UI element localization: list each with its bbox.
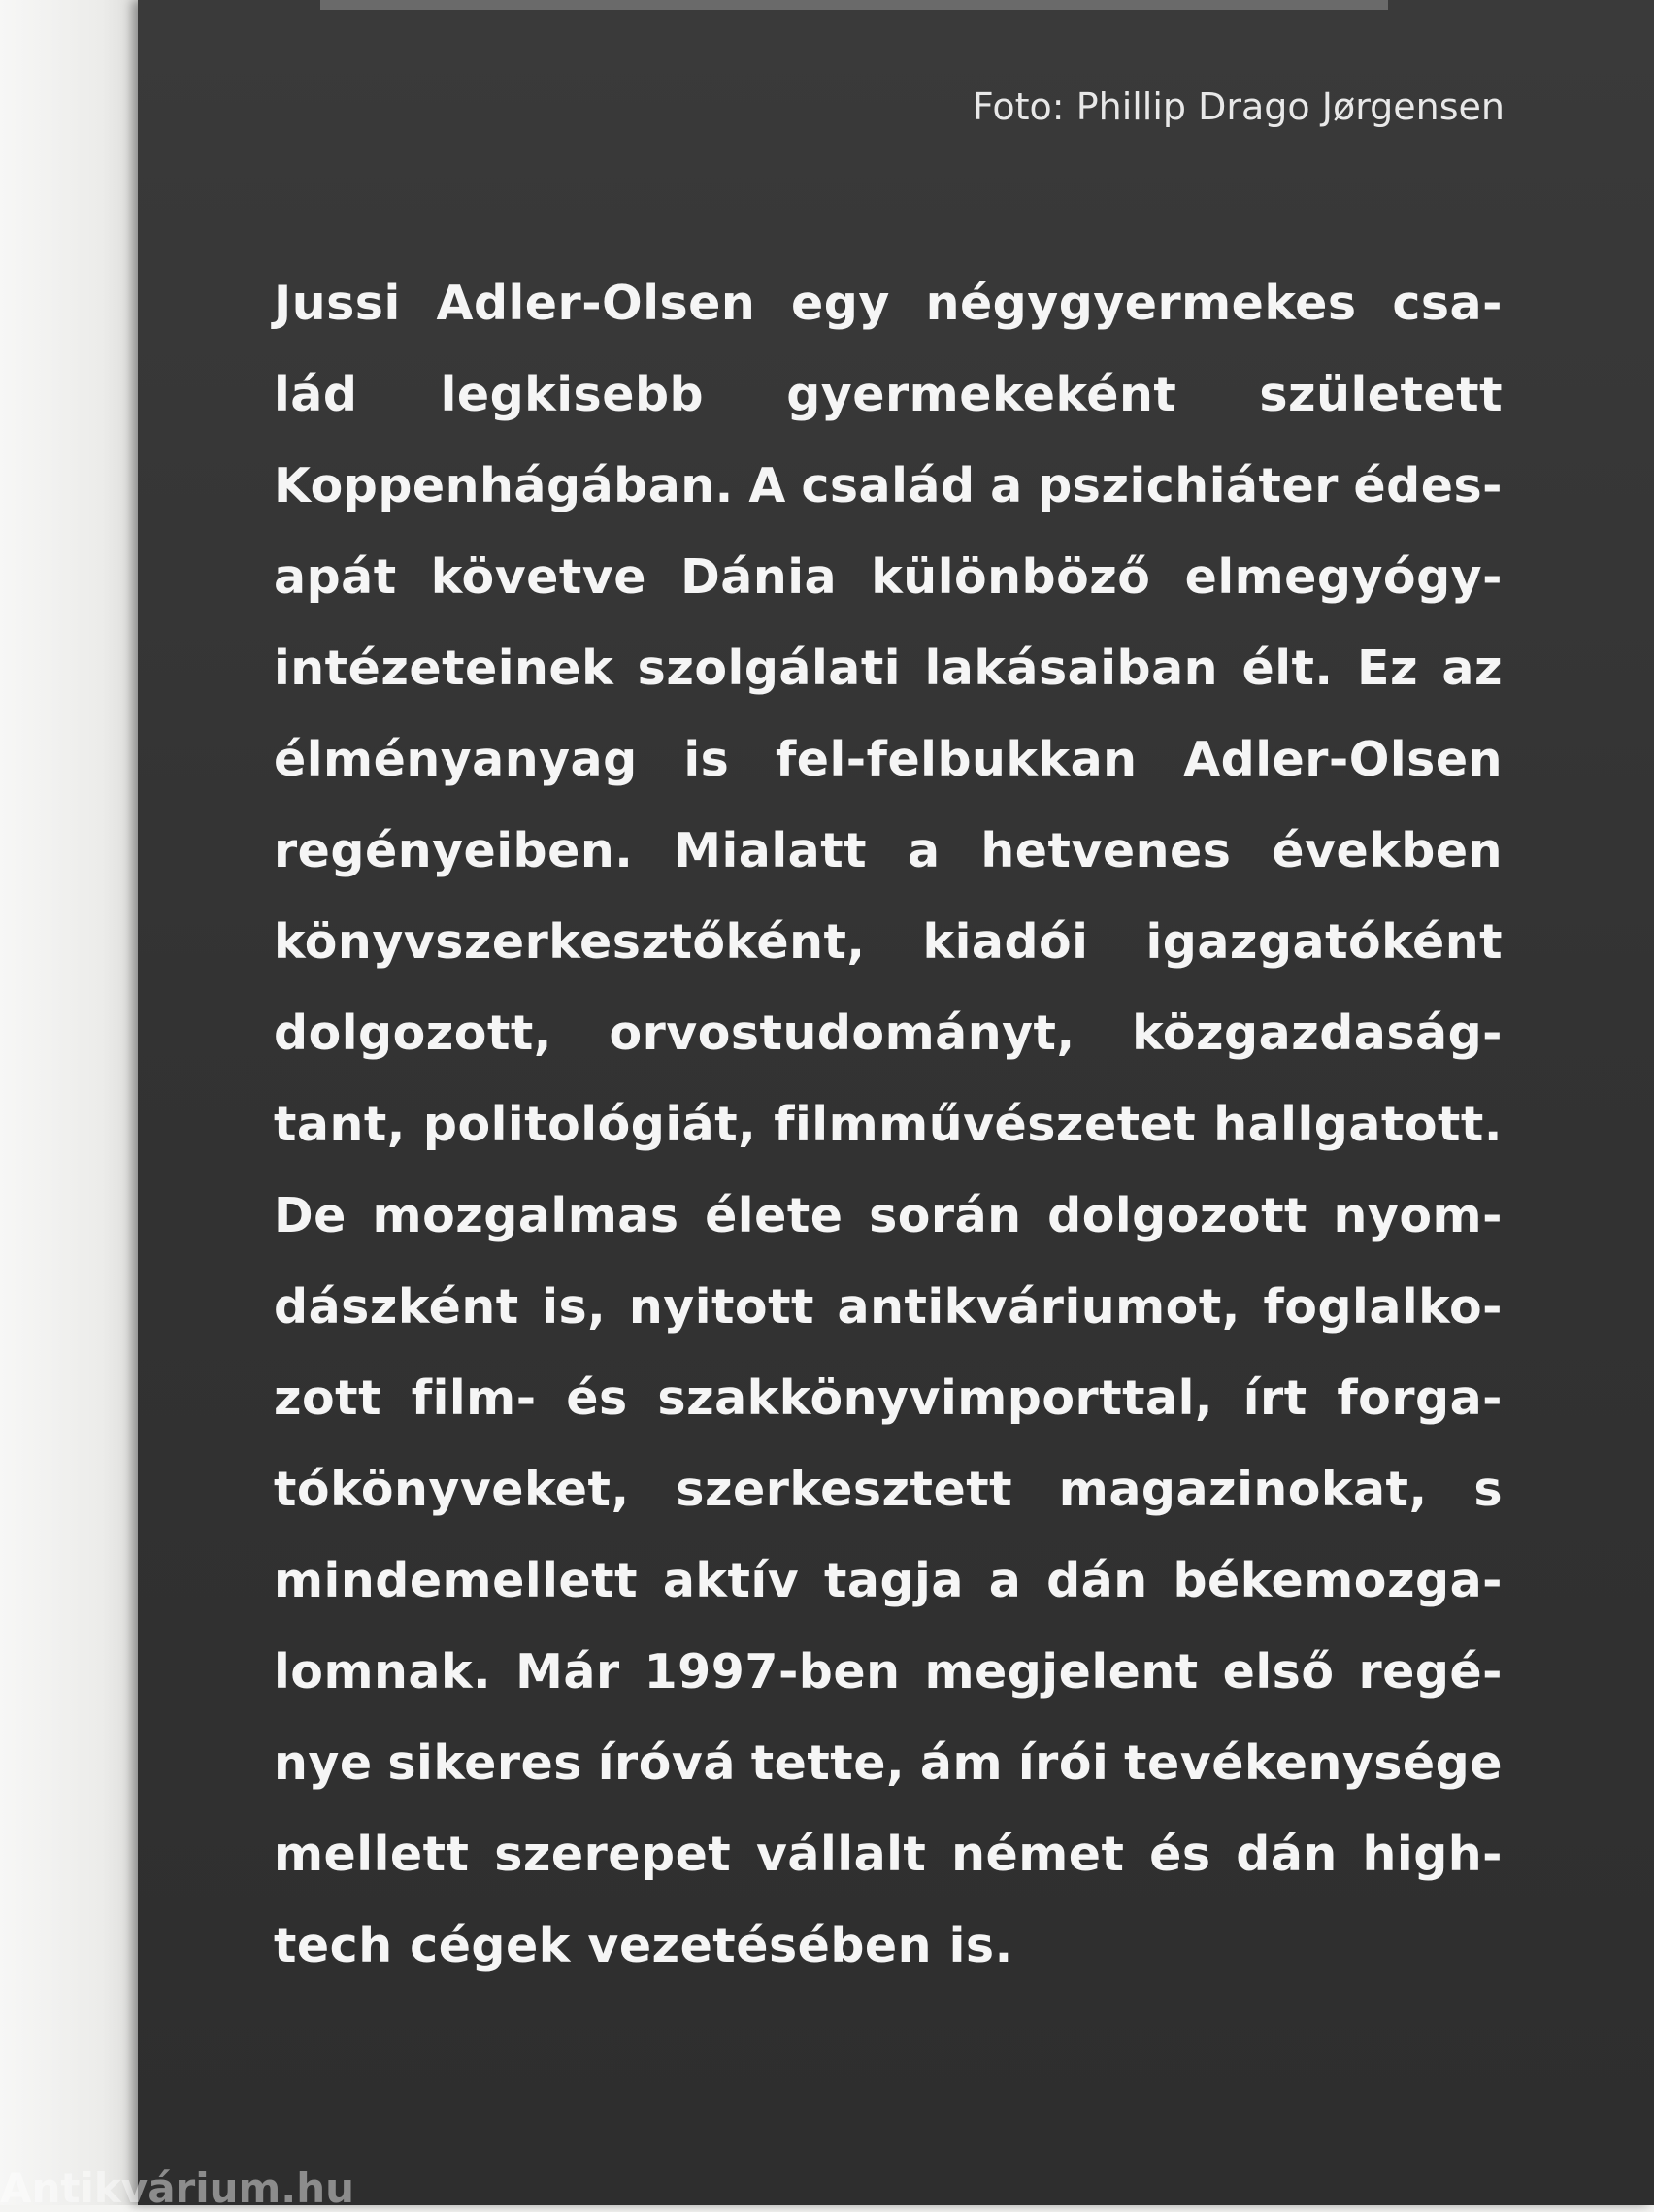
bio-word: élete [705, 1188, 844, 1243]
bio-line [274, 1273, 1503, 1365]
bio-word: ám [919, 1735, 1004, 1791]
bio-word: édes- [1353, 458, 1503, 513]
bio-word: regé- [1358, 1644, 1503, 1700]
bio-word: magazinokat, [1058, 1462, 1428, 1517]
bio-word: nyom- [1333, 1188, 1503, 1243]
bio-word: években [1272, 823, 1503, 878]
bio-line [274, 1821, 1503, 1912]
bio-line [274, 1730, 1503, 1821]
bio-line [274, 1182, 1503, 1273]
bio-word: írt [1242, 1370, 1307, 1426]
bio-word: mozgalmas [372, 1188, 679, 1243]
bio-word: legkisebb [440, 367, 705, 422]
bio-word: hallgatott. [1213, 1097, 1503, 1152]
bio-line [274, 452, 1503, 544]
bio-line [274, 1456, 1503, 1547]
bio-word: mellett [274, 1827, 470, 1882]
bio-line [274, 1547, 1503, 1638]
bio-word: is [683, 732, 730, 787]
bio-word: szerkesztett [676, 1462, 1013, 1517]
bio-line [274, 544, 1503, 635]
bio-word: első [1222, 1644, 1335, 1700]
bio-word: német [951, 1827, 1125, 1882]
author-biography [274, 270, 1503, 2003]
top-strip [320, 0, 1388, 10]
bio-word: dán [1046, 1553, 1148, 1608]
bio-word: aktív [662, 1553, 800, 1608]
bio-word: követve [430, 549, 646, 605]
bio-line [274, 1365, 1503, 1456]
bio-word: zott [274, 1370, 382, 1426]
bio-word: hetvenes [980, 823, 1232, 878]
bio-line [274, 1912, 1503, 2003]
watermark: Antikvárium.hu [0, 2164, 355, 2212]
bio-word: pszichiáter [1038, 458, 1339, 513]
photo-credit: Foto: Phillip Drago Jørgensen [972, 85, 1505, 128]
bio-word: tókönyveket, [274, 1462, 630, 1517]
bio-word: és [566, 1370, 628, 1426]
bio-word: Dánia [680, 549, 838, 605]
bio-word: vállalt [755, 1827, 927, 1882]
bio-word: 1997-ben [644, 1644, 901, 1700]
bio-word: mindemellett [274, 1553, 639, 1608]
bio-line [274, 817, 1503, 908]
bio-word: tevékenysége [1124, 1735, 1503, 1791]
bio-word: egy [791, 276, 890, 331]
bio-word: igazgatóként [1145, 914, 1503, 970]
bio-word: A [748, 458, 786, 513]
bio-word: elmegyógy- [1184, 549, 1503, 605]
bio-word: szerepet [494, 1827, 732, 1882]
bio-word: könyvszerkesztőként, [274, 914, 866, 970]
bio-word: film- [411, 1370, 537, 1426]
bio-word: lád [274, 367, 358, 422]
bio-word: és [1149, 1827, 1211, 1882]
bio-word: békemozga- [1173, 1553, 1503, 1608]
bio-word: tette, [750, 1735, 906, 1791]
bio-word: antikváriumot, [837, 1279, 1240, 1335]
bio-word: dolgozott, [274, 1006, 552, 1061]
bio-word: tant, [274, 1097, 406, 1152]
bio-word: De [274, 1188, 347, 1243]
bio-word: Adler-Olsen [1183, 732, 1503, 787]
bio-word: megjelent [924, 1644, 1199, 1700]
bio-word: a [990, 458, 1023, 513]
bio-word: s [1473, 1462, 1503, 1517]
bio-word: az [1441, 641, 1503, 696]
bio-word: született [1259, 367, 1503, 422]
bio-word: közgazdaság- [1132, 1006, 1503, 1061]
bio-word: dolgozott [1047, 1188, 1307, 1243]
bio-word: lakásaiban [924, 641, 1219, 696]
bio-word: tagja [823, 1553, 964, 1608]
bio-line [274, 270, 1503, 361]
bio-word: írói [1017, 1735, 1109, 1791]
bio-word: regényeiben. [274, 823, 634, 878]
bio-line [274, 1091, 1503, 1182]
bio-word: tech cégek vezetésében is. [274, 1918, 1013, 1973]
bio-word: fel-felbukkan [775, 732, 1138, 787]
bio-word: politológiát, [422, 1097, 757, 1152]
bio-word: csa- [1392, 276, 1503, 331]
bio-word: élt. [1241, 641, 1334, 696]
bio-word: filmművészetet [774, 1097, 1197, 1152]
bio-word: Jussi [274, 276, 401, 331]
bio-word: szolgálati [637, 641, 902, 696]
bio-word: sikeres [387, 1735, 582, 1791]
bio-line [274, 1000, 1503, 1091]
bio-line [274, 361, 1503, 452]
bio-word: dán [1236, 1827, 1338, 1882]
bio-word: kiadói [922, 914, 1089, 970]
bio-word: foglalko- [1263, 1279, 1503, 1335]
bio-word: Adler-Olsen [436, 276, 756, 331]
bio-word: a [988, 1553, 1022, 1608]
bio-word: is, [542, 1279, 607, 1335]
left-page-edge [0, 0, 146, 2205]
bio-word: íróvá [597, 1735, 736, 1791]
bio-line [274, 726, 1503, 817]
bio-word: család [801, 458, 976, 513]
bio-line [274, 908, 1503, 1000]
bio-word: orvostudományt, [609, 1006, 1075, 1061]
bio-line [274, 635, 1503, 726]
bio-word: forga- [1337, 1370, 1503, 1426]
bio-word: élményanyag [274, 732, 638, 787]
bio-word: szakkönyvimporttal, [657, 1370, 1214, 1426]
bio-word: Ez [1356, 641, 1418, 696]
bio-word: Mialatt [674, 823, 868, 878]
bio-word: gyermekeként [786, 367, 1177, 422]
bio-word: lomnak. [274, 1644, 492, 1700]
bio-word: Koppenhágában. [274, 458, 734, 513]
bio-word: dászként [274, 1279, 519, 1335]
bio-line [274, 1638, 1503, 1730]
bio-word: nye [274, 1735, 373, 1791]
bio-word: különböző [871, 549, 1151, 605]
bio-word: a [907, 823, 941, 878]
bio-word: során [869, 1188, 1022, 1243]
bio-word: nyitott [628, 1279, 814, 1335]
bio-word: négygyermekes [925, 276, 1357, 331]
bio-word: intézeteinek [274, 641, 614, 696]
bio-word: Már [515, 1644, 620, 1700]
bio-word: apát [274, 549, 397, 605]
bio-word: high- [1362, 1827, 1503, 1882]
